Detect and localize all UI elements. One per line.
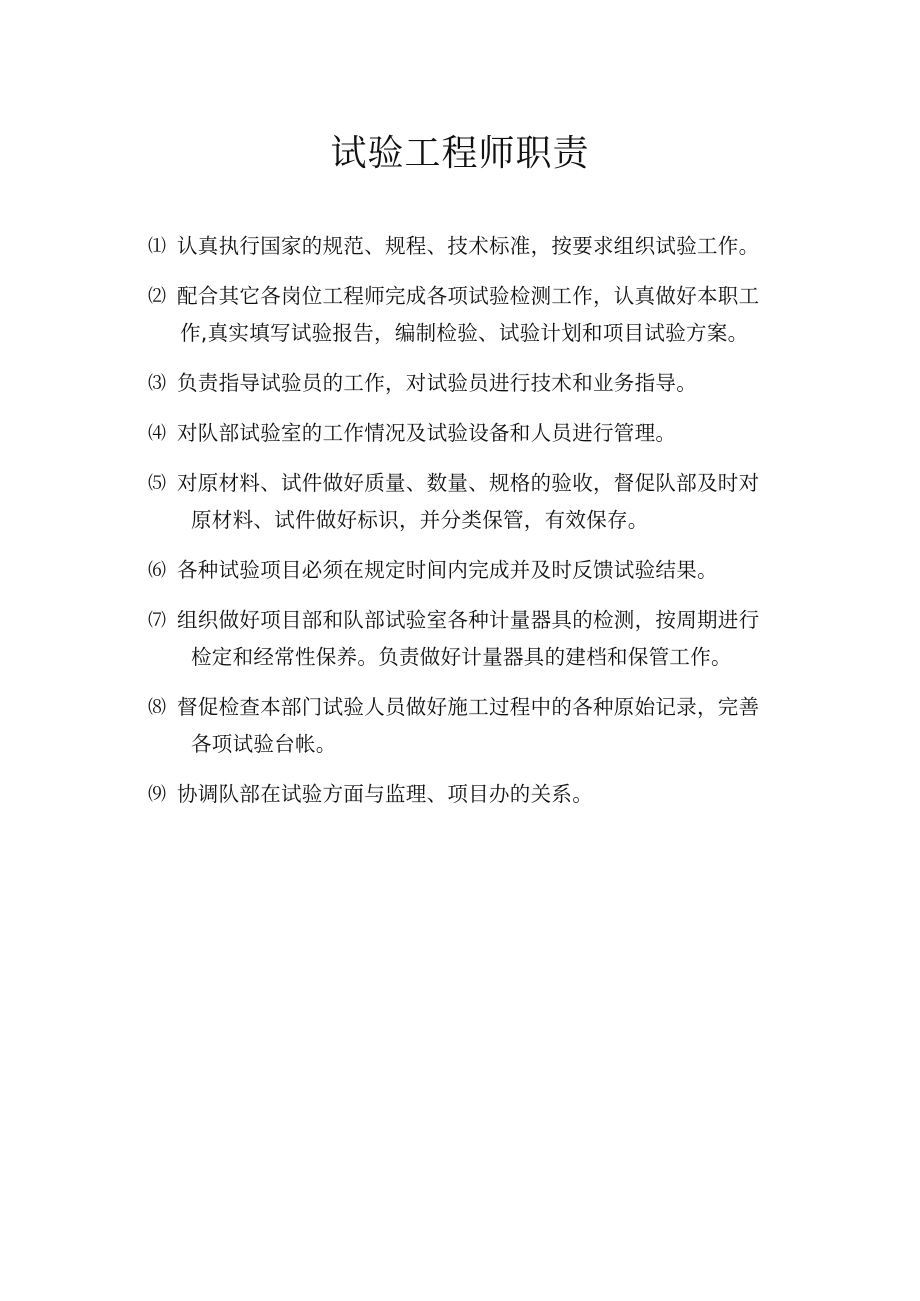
duty-text-continued: 检定和经常性保养。负责做好计量器具的建档和保管工作。 [191,645,732,669]
duty-number: ⑹ [148,560,165,581]
document-title: 试验工程师职责 [330,133,590,174]
duty-text: 协调队部在试验方面与监理、项目办的关系。 [177,782,593,806]
duty-text: 督促检查本部门试验人员做好施工过程中的各种原始记录，完善 [177,695,760,719]
duty-item-1 [148,228,798,265]
duty-item-4 [148,415,798,452]
duty-text-continued: 各项试验台帐。 [191,732,337,756]
duty-text: 配合其它各岗位工程师完成各项试验检测工作，认真做好本职工 [177,284,760,308]
duty-text: 对原材料、试件做好质量、数量、规格的验收，督促队部及时对 [177,471,760,495]
duty-item-5 [148,465,798,539]
duty-number: ⑻ [148,697,165,718]
duty-text: 各种试验项目必须在规定时间内完成并及时反馈试验结果。 [177,558,718,582]
duty-text: 组织做好项目部和队部试验室各种计量器具的检测，按周期进行 [177,608,760,632]
duty-number: ⑷ [148,423,165,444]
duty-item-2 [148,278,798,352]
duty-list [148,228,798,826]
duty-number: ⑺ [148,610,165,631]
duty-item-7 [148,602,798,676]
duty-item-8 [148,689,798,763]
duty-item-9 [148,776,798,813]
duty-item-3 [148,365,798,402]
duty-number: ⑼ [148,784,165,805]
duty-text: 对队部试验室的工作情况及试验设备和人员进行管理。 [177,421,677,445]
duty-text: 认真执行国家的规范、规程、技术标准，按要求组织试验工作。 [177,234,760,258]
duty-number: ⑸ [148,473,165,494]
duty-number: ⑵ [148,286,165,307]
duty-text: 负责指导试验员的工作，对试验员进行技术和业务指导。 [177,371,697,395]
duty-text-continued: 原材料、试件做好标识，并分类保管，有效保存。 [191,508,649,532]
duty-number: ⑴ [148,236,165,257]
duty-item-6 [148,552,798,589]
duty-number: ⑶ [148,373,165,394]
duty-text-continued: 作,真实填写试验报告，编制检验、试验计划和项目试验方案。 [180,321,749,345]
